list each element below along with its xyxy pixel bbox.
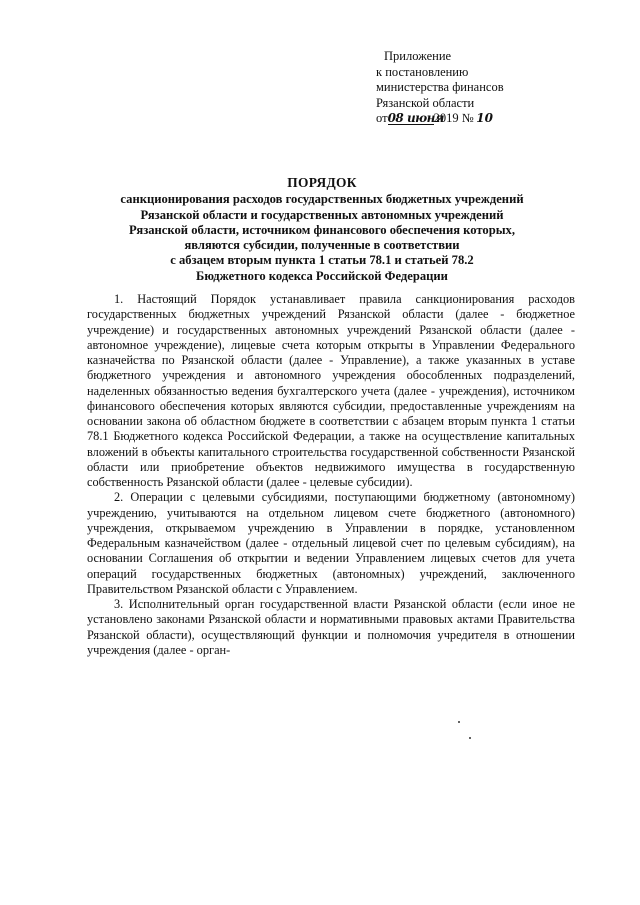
title-line: с абзацем вторым пункта 1 статьи 78.1 и статьей 78.2: [170, 253, 474, 268]
scan-speck: [469, 737, 471, 739]
scan-speck: [458, 721, 460, 723]
document-body: [87, 292, 575, 658]
document-title: [60, 175, 584, 284]
title-line: санкционирования расходов государственных бюджетных учреждений: [120, 192, 524, 207]
title-line: являются субсидии, полученные в соответствии: [184, 238, 460, 253]
appendix-line-4: Рязанской области: [376, 95, 475, 110]
appendix-date-line: [376, 111, 504, 127]
appendix-line-2: к постановлению: [376, 64, 469, 79]
title-line: Рязанской области и государственных автономных учреждений: [140, 207, 504, 222]
paragraph-3: 3. Исполнительный орган государственной власти Рязанской области (если иное не установлено законами Рязанской области и нормативными правовых актами Правительства Рязанской области), осуществляющий функции и полномочия учредителя в отношении учреждения (далее - орган-: [87, 597, 575, 657]
paragraph-1: 1. Настоящий Порядок устанавливает правила санкционирования расходов государственных бюджетных учреждений Рязанской области (далее - бюджетное учреждение) и государственных автономных учреждений Рязанской области (далее - автономное учреждение), лицевые счета которым открыты в Управлении Федерального казначейства по Рязанской области (далее - Управление), а также указанных в уставе бюджетного учреждения и автономного учреждения обособленных подразделений, наделенных обязанностью ведения бухгалтерского учета (далее - учреждения), источником финансового обеспечения которых являются субсидии, предоставленные учреждениям на основании закона об областном бюджете в соответствии с абзацем вторым пункта 1 статьи 78.1 Бюджетного кодекса Российской Федерации, а также на осуществление капитальных вложений в объекты капитального строительства государственной собственности Рязанской области или приобретение объектов недвижимого имущества в государственную собственность Рязанской области (далее - целевые субсидии).: [87, 292, 575, 489]
date-prefix: от: [376, 111, 388, 126]
handwritten-date: 08 июня: [387, 111, 444, 126]
appendix-line-3: министерства финансов: [376, 80, 504, 95]
handwritten-number: 10: [476, 111, 493, 126]
title-line: Бюджетного кодекса Российской Федерации: [196, 268, 448, 283]
year-number-prefix: 2019 №: [433, 111, 474, 126]
appendix-block: [376, 49, 504, 127]
appendix-line-1: Приложение: [384, 49, 452, 63]
title-heading: ПОРЯДОК: [287, 175, 357, 190]
paragraph-2: 2. Операции с целевыми субсидиями, поступающими бюджетному (автономному) учреждению, учитываются на отдельном лицевом счете бюджетного (автономного) учреждения, открываемом учреждению в Управлении в порядке, установленном Федеральным казначейством (далее - отдельный лицевой счет по целевым субсидиям), на основании Соглашения об открытии и ведении Управлением лицевых счетов для учета операций государственных бюджетных (автономных) учреждений, заключенного Правительством Рязанской области с Управлением.: [87, 490, 575, 596]
title-line: Рязанской области, источником финансового обеспечения которых,: [129, 222, 515, 237]
